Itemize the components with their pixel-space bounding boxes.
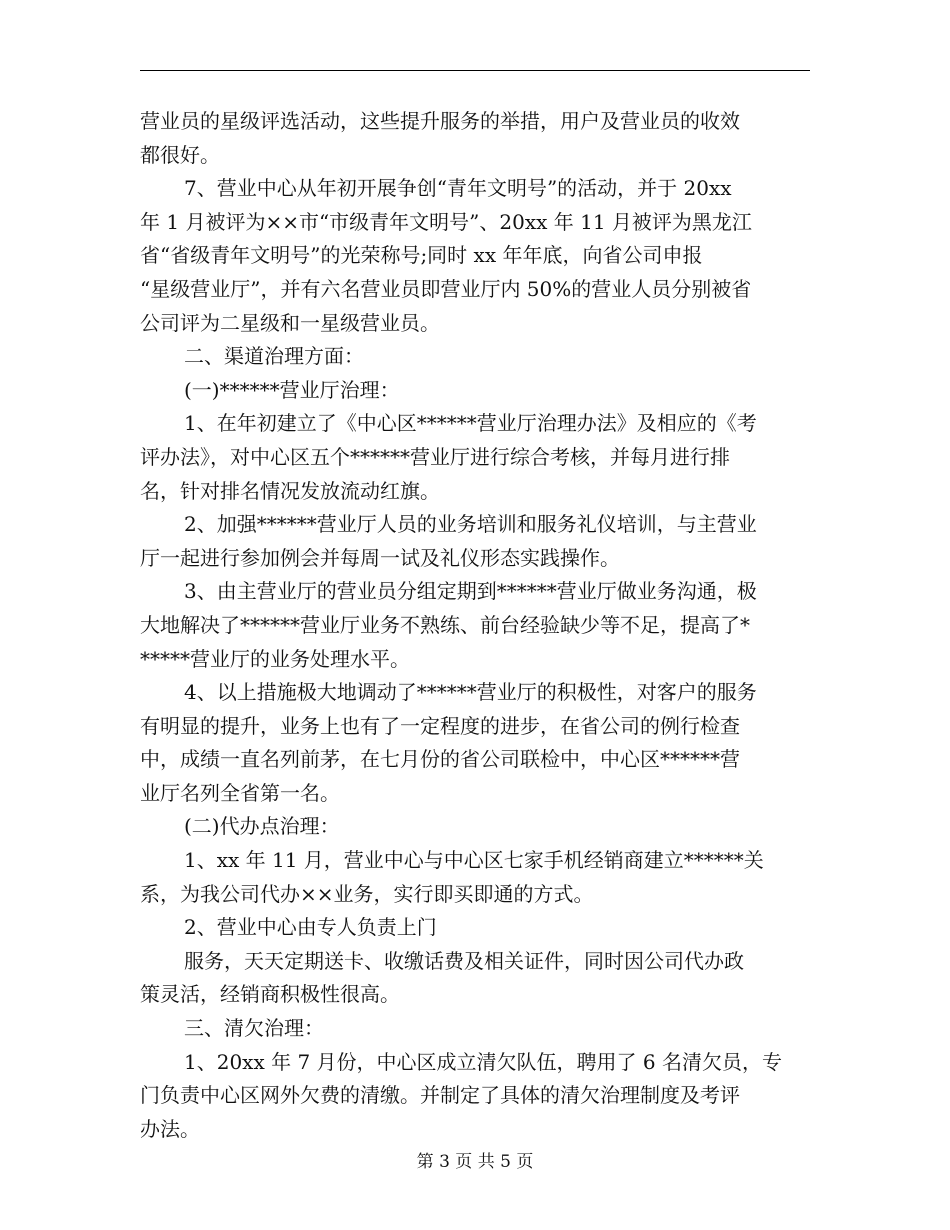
text-line: (二)代办点治理： bbox=[184, 814, 340, 839]
text-line: 省“省级青年文明号”的光荣称号;同时 xx 年年底，向省公司申报 bbox=[140, 243, 703, 268]
text-line: 二、渠道治理方面： bbox=[184, 344, 364, 369]
text-line: 三、清欠治理： bbox=[184, 1016, 324, 1041]
text-line: 2、加强******营业厅人员的业务培训和服务礼仪培训，与主营业 bbox=[184, 512, 757, 537]
header-rule bbox=[140, 70, 810, 71]
text-line: 有明显的提升，业务上也有了一定程度的进步，在省公司的例行检查 bbox=[140, 713, 740, 738]
text-line: 系，为我公司代办××业务，实行即买即通的方式。 bbox=[140, 881, 594, 906]
text-line: 大地解决了******营业厅业务不熟练、前台经验缺少等不足，提高了* bbox=[140, 612, 750, 637]
text-line: 3、由主营业厅的营业员分组定期到******营业厅做业务沟通，极 bbox=[184, 579, 757, 604]
text-line: 公司评为二星级和一星级营业员。 bbox=[140, 310, 440, 335]
text-line: (一)******营业厅治理： bbox=[184, 377, 400, 402]
text-line: 门负责中心区网外欠费的清缴。并制定了具体的清欠治理制度及考评 bbox=[140, 1083, 740, 1108]
text-line: 年 1 月被评为××市“市级青年文明号”、20xx 年 11 月被评为黑龙江 bbox=[140, 209, 752, 234]
text-line: 业厅名列全省第一名。 bbox=[140, 780, 340, 805]
text-line: 策灵活，经销商积极性很高。 bbox=[140, 982, 400, 1007]
text-line: 1、xx 年 11 月，营业中心与中心区七家手机经销商建立******关 bbox=[184, 848, 764, 873]
text-line: 厅一起进行参加例会并每周一试及礼仪形态实践操作。 bbox=[140, 545, 620, 570]
document-body bbox=[140, 105, 810, 1146]
text-line: 2、营业中心由专人负责上门 bbox=[184, 915, 437, 940]
text-line: 7、营业中心从年初开展争创“青年文明号”的活动，并于 20xx bbox=[184, 176, 732, 201]
text-line: 服务，天天定期送卡、收缴话费及相关证件，同时因公司代办政 bbox=[184, 948, 744, 973]
text-line: 办法。 bbox=[140, 1116, 200, 1141]
text-line: 1、在年初建立了《中心区******营业厅治理办法》及相应的《考 bbox=[184, 411, 757, 436]
text-line: 名，针对排名情况发放流动红旗。 bbox=[140, 478, 440, 503]
text-line: 4、以上措施极大地调动了******营业厅的积极性，对客户的服务 bbox=[184, 680, 757, 705]
text-line: 都很好。 bbox=[140, 142, 220, 167]
text-line: 营业员的星级评选活动，这些提升服务的举措，用户及营业员的收效 bbox=[140, 109, 740, 133]
text-line: *****营业厅的业务处理水平。 bbox=[140, 646, 410, 671]
text-line: 中，成绩一直名列前茅，在七月份的省公司联检中，中心区******营 bbox=[140, 747, 740, 772]
text-line: 评办法》，对中心区五个******营业厅进行综合考核，并每月进行排 bbox=[140, 444, 730, 469]
text-line: “星级营业厅”，并有六名营业员即营业厅内 50%的营业人员分别被省 bbox=[140, 276, 752, 301]
text-line: 1、20xx 年 7 月份，中心区成立清欠队伍，聘用了 6 名清欠员，专 bbox=[184, 1049, 782, 1074]
page-footer: 第 3 页 共 5 页 bbox=[416, 1152, 534, 1172]
